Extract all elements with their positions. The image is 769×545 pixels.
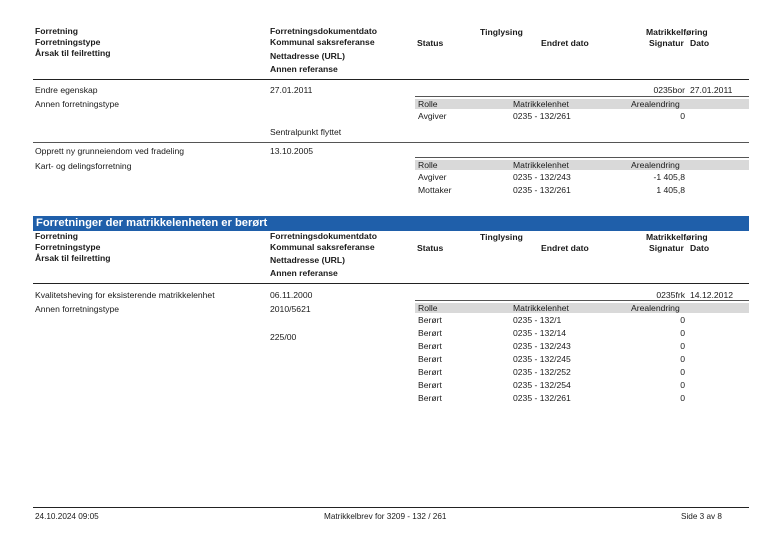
header-status: Status (417, 38, 444, 48)
forretning-name: Endre egenskap (35, 85, 98, 95)
col-matrikkelenhet: Matrikkelenhet (513, 160, 569, 170)
enhet-cell: 0235 - 132/243 (513, 341, 571, 351)
forretning-type: Kart- og delingsforretning (35, 161, 132, 171)
role-cell: Berørt (418, 367, 442, 377)
areal-cell: 0 (680, 367, 685, 377)
forretning-name: Opprett ny grunneiendom ved fradeling (35, 146, 185, 156)
section-title-band (33, 216, 749, 231)
forretning-date: 27.01.2011 (270, 85, 313, 95)
forretning-type: Annen forretningstype (35, 99, 120, 109)
role-cell: Berørt (418, 380, 442, 390)
header-nettadresse: Nettadresse (URL) (270, 255, 345, 265)
saksreferanse: 2010/5621 (270, 304, 311, 314)
role-cell: Berørt (418, 328, 442, 338)
areal-cell: 0 (680, 393, 685, 403)
header-annen-referanse: Annen referanse (270, 268, 338, 278)
header-saksreferanse: Kommunal saksreferanse (270, 242, 375, 252)
forretning-type: Annen forretningstype (35, 304, 120, 314)
header-dokumentdato: Forretningsdokumentdato (270, 26, 377, 36)
areal-cell: 0 (680, 341, 685, 351)
header-annen-referanse: Annen referanse (270, 64, 338, 74)
header-signatur: Signatur (649, 243, 684, 253)
role-cell: Avgiver (418, 111, 447, 121)
areal-cell: 0 (680, 354, 685, 364)
areal-cell: 1 405,8 (656, 185, 685, 195)
col-rolle: Rolle (418, 99, 438, 109)
row-divider (415, 300, 749, 301)
enhet-cell: 0235 - 132/245 (513, 354, 571, 364)
role-cell: Berørt (418, 354, 442, 364)
forretning-date: 13.10.2005 (270, 146, 314, 156)
forretning-name: Kvalitetsheving for eksisterende matrikkelenhet (35, 290, 215, 300)
role-table-header-bg (415, 160, 749, 170)
role-cell: Berørt (418, 315, 442, 325)
forretning-date: 06.11.2000 (270, 290, 313, 300)
areal-cell: 0 (680, 380, 685, 390)
role-cell: Avgiver (418, 172, 447, 182)
role-table-header-bg (415, 303, 749, 313)
header-tinglysing: Tinglysing (480, 27, 523, 37)
areal-cell: 0 (680, 315, 685, 325)
col-arealendring: Arealendring (631, 303, 680, 313)
header-arsak: Årsak til feilretting (35, 253, 111, 263)
row-divider (415, 96, 749, 97)
header-forretning: Forretning (35, 26, 78, 36)
col-rolle: Rolle (418, 303, 438, 313)
areal-cell: 0 (680, 111, 685, 121)
role-cell: Berørt (418, 341, 442, 351)
footer-document-title: Matrikkelbrev for 3209 - 132 / 261 (324, 512, 447, 521)
header-divider (33, 79, 749, 80)
enhet-cell: 0235 - 132/261 (513, 393, 571, 403)
header-matrikkelforing: Matrikkelføring (646, 27, 708, 37)
header-dokumentdato: Forretningsdokumentdato (270, 231, 377, 241)
enhet-cell: 0235 - 132/261 (513, 111, 571, 121)
header-tinglysing: Tinglysing (480, 232, 523, 242)
footer-page-number: Side 3 av 8 (681, 512, 722, 521)
signatur: 0235bor (653, 85, 685, 95)
footer-divider (33, 507, 749, 508)
header-divider (33, 283, 749, 284)
col-matrikkelenhet: Matrikkelenhet (513, 303, 569, 313)
header-nettadresse: Nettadresse (URL) (270, 51, 345, 61)
header-endret-dato: Endret dato (541, 243, 589, 253)
row-divider (415, 157, 749, 158)
header-status: Status (417, 243, 444, 253)
footer-timestamp: 24.10.2024 09:05 (35, 512, 99, 521)
role-table-header-bg (415, 99, 749, 109)
enhet-cell: 0235 - 132/14 (513, 328, 567, 338)
role-cell: Berørt (418, 393, 442, 403)
header-forretningstype: Forretningstype (35, 37, 101, 47)
header-matrikkelforing: Matrikkelføring (646, 232, 708, 242)
header-forretningstype: Forretningstype (35, 242, 101, 252)
areal-cell: -1 405,8 (653, 172, 685, 182)
role-cell: Mottaker (418, 185, 452, 195)
enhet-cell: 0235 - 132/1 (513, 315, 562, 325)
header-signatur: Signatur (649, 38, 684, 48)
col-arealendring: Arealendring (631, 160, 680, 170)
header-dato: Dato (690, 38, 710, 48)
areal-cell: 0 (680, 328, 685, 338)
header-arsak: Årsak til feilretting (35, 48, 111, 58)
col-rolle: Rolle (418, 160, 438, 170)
col-arealendring: Arealendring (631, 99, 680, 109)
entry-divider (33, 142, 749, 143)
annen-referanse: 225/00 (270, 332, 297, 342)
enhet-cell: 0235 - 132/254 (513, 380, 571, 390)
section-title: Forretninger der matrikkelenheten er berørt (36, 217, 268, 229)
signatur: 0235frk (656, 290, 685, 300)
forretning-note: Sentralpunkt flyttet (270, 127, 342, 137)
signatur-dato: 27.01.2011 (690, 85, 733, 95)
signatur-dato: 14.12.2012 (690, 290, 734, 300)
header-endret-dato: Endret dato (541, 38, 589, 48)
col-matrikkelenhet: Matrikkelenhet (513, 99, 569, 109)
header-forretning: Forretning (35, 231, 78, 241)
enhet-cell: 0235 - 132/261 (513, 185, 571, 195)
header-saksreferanse: Kommunal saksreferanse (270, 37, 375, 47)
enhet-cell: 0235 - 132/243 (513, 172, 571, 182)
enhet-cell: 0235 - 132/252 (513, 367, 571, 377)
header-dato: Dato (690, 243, 710, 253)
